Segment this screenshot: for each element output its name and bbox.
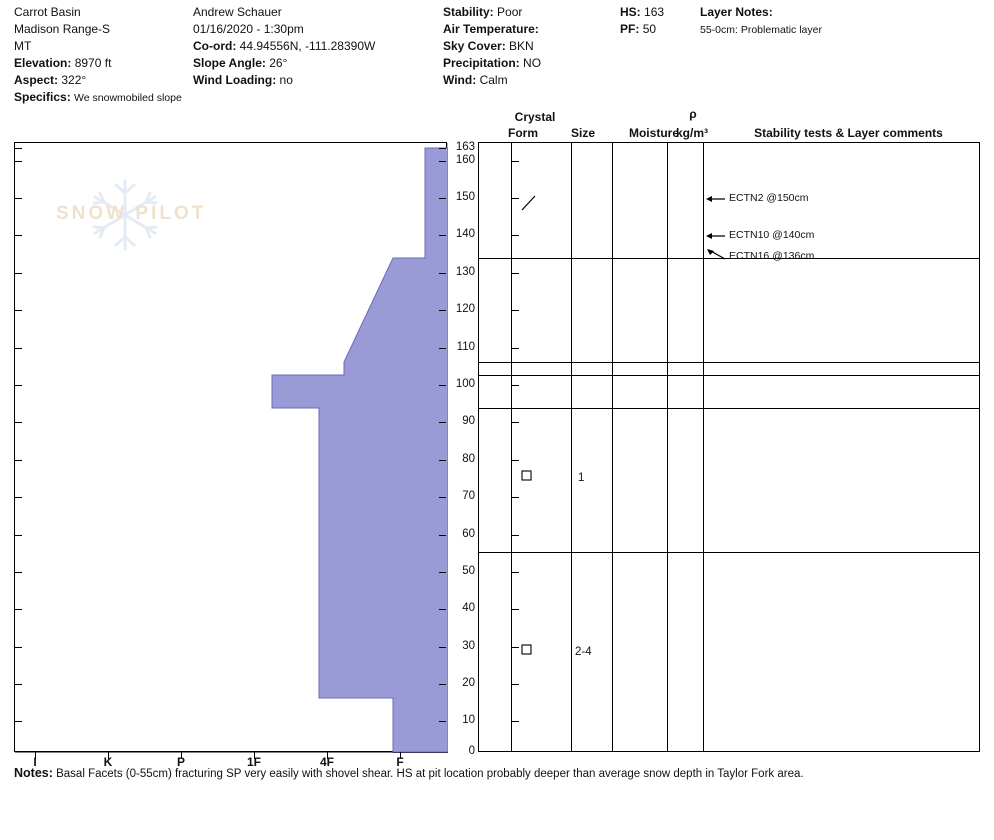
- depth-tick-100: 100: [455, 378, 475, 390]
- hardness-tick-F: F: [396, 755, 404, 769]
- header-column-snowpack: [620, 4, 664, 38]
- aspect-label: Aspect:: [14, 73, 59, 87]
- pf-value: 50: [642, 22, 657, 36]
- grid-divider-moisture: [612, 143, 613, 751]
- depth-tick-150: 150: [455, 191, 475, 203]
- form-header: Form: [508, 126, 538, 140]
- stability-value: Poor: [497, 5, 523, 19]
- elevation-value: 8970 ft: [74, 56, 112, 70]
- wind-label: Wind:: [443, 73, 477, 87]
- air-temperature-label: Air Temperature:: [443, 22, 539, 36]
- sky-cover-value: BKN: [509, 39, 534, 53]
- notes-text: Basal Facets (0-55cm) fracturing SP very easily with shovel shear. HS at pit location probably deeper than average snow depth in Taylor Fork area.: [56, 768, 804, 780]
- slope-angle-value: 26°: [269, 56, 288, 70]
- location-name: Carrot Basin: [14, 5, 81, 19]
- notes-section: [14, 766, 980, 780]
- depth-tick-80: 80: [462, 453, 475, 465]
- grid-headers: [478, 108, 980, 142]
- layer-boundary-95: [479, 408, 979, 409]
- hardness-tick-K: K: [103, 755, 113, 769]
- stability-arrow-icon-2: [705, 228, 727, 244]
- depth-tick-163: 163: [455, 141, 475, 153]
- observation-datetime: 01/16/2020 - 1:30pm: [193, 22, 304, 36]
- watermark-text: SNOW PILOT: [56, 203, 207, 224]
- mountain-range: Madison Range-S: [14, 22, 111, 36]
- depth-tick-90: 90: [462, 415, 475, 427]
- crystal-header: Crystal: [514, 110, 556, 124]
- depth-tick-160: 160: [455, 154, 475, 166]
- crystal-size-lower: 2-4: [575, 646, 592, 658]
- header-column-conditions: [443, 4, 541, 89]
- depth-tick-110: 110: [456, 341, 475, 353]
- stability-arrow-icon-3: [705, 247, 727, 265]
- crystal-form-square-icon-upper: [520, 469, 534, 483]
- coordinates-label: Co-ord:: [193, 39, 237, 53]
- depth-tick-30: 30: [462, 640, 475, 652]
- layer-note-item: 55-0cm: Problematic layer: [700, 24, 822, 36]
- crystal-density-comment-grid: [478, 142, 980, 752]
- stability-comments-header: Stability tests & Layer comments: [754, 126, 943, 140]
- depth-tick-70: 70: [462, 490, 475, 502]
- sky-cover-label: Sky Cover:: [443, 39, 506, 53]
- stability-test-label-3: ECTN16 @136cm: [729, 250, 815, 262]
- density-units-header: kg/m³: [675, 126, 708, 140]
- wind-loading-label: Wind Loading:: [193, 73, 277, 87]
- depth-tick-60: 60: [462, 528, 475, 540]
- crystal-form-square-icon-lower: [520, 643, 534, 657]
- depth-tick-20: 20: [462, 677, 475, 689]
- size-header: Size: [570, 126, 595, 140]
- precipitation-value: NO: [523, 56, 542, 70]
- depth-axis-labels: [449, 141, 475, 757]
- wind-value: Calm: [479, 73, 508, 87]
- elevation-label: Elevation:: [14, 56, 72, 70]
- state: MT: [14, 39, 32, 53]
- hardness-tick-I: I: [33, 755, 37, 769]
- depth-tick-10: 10: [462, 714, 475, 726]
- wind-loading-value: no: [279, 73, 293, 87]
- header-column-observer: [193, 4, 375, 89]
- hs-value: 163: [644, 5, 665, 19]
- hardness-tick-4F: 4F: [319, 755, 335, 769]
- hardness-fill: [272, 143, 448, 752]
- stability-test-label-2: ECTN10 @140cm: [729, 229, 815, 241]
- layer-boundary-110: [479, 362, 979, 363]
- moisture-header: Moisture: [628, 126, 679, 140]
- layer-boundary-55: [479, 552, 979, 553]
- precipitation-label: Precipitation:: [443, 56, 520, 70]
- coordinates-value: 44.94556N, -111.28390W: [239, 39, 376, 53]
- snowpilot-watermark: [30, 175, 220, 255]
- depth-tick-130: 130: [455, 266, 475, 278]
- specifics-label: Specifics:: [14, 90, 71, 104]
- stability-label: Stability:: [443, 5, 494, 19]
- slope-angle-label: Slope Angle:: [193, 56, 266, 70]
- depth-tick-50: 50: [462, 565, 475, 577]
- rho-header: ρ: [689, 107, 697, 121]
- crystal-form-slash-icon: [519, 193, 539, 213]
- hs-label: HS:: [620, 5, 641, 19]
- stability-arrow-icon-1: [705, 191, 727, 207]
- pit-header: [0, 0, 994, 120]
- header-column-layer-notes: [700, 4, 822, 39]
- grid-divider-density: [667, 143, 668, 751]
- aspect-value: 322°: [61, 73, 87, 87]
- depth-tick-120: 120: [455, 303, 475, 315]
- layer-boundary-102: [479, 375, 979, 376]
- depth-tick-40: 40: [462, 602, 475, 614]
- hardness-tick-1F: 1F: [246, 755, 262, 769]
- pf-label: PF:: [620, 22, 640, 36]
- crystal-size-upper: 1: [578, 472, 585, 484]
- hardness-tick-P: P: [176, 755, 186, 769]
- specifics-value: We snowmobiled slope: [74, 92, 182, 104]
- notes-label: Notes:: [14, 766, 53, 780]
- stability-test-label-1: ECTN2 @150cm: [729, 192, 809, 204]
- grid-divider-size: [571, 143, 572, 751]
- grid-divider-comments: [703, 143, 704, 751]
- observer-name: Andrew Schauer: [193, 5, 282, 19]
- layer-notes-label: Layer Notes:: [700, 5, 773, 19]
- header-column-location: [14, 4, 182, 107]
- depth-tick-0: 0: [468, 745, 475, 757]
- depth-tick-140: 140: [455, 228, 475, 240]
